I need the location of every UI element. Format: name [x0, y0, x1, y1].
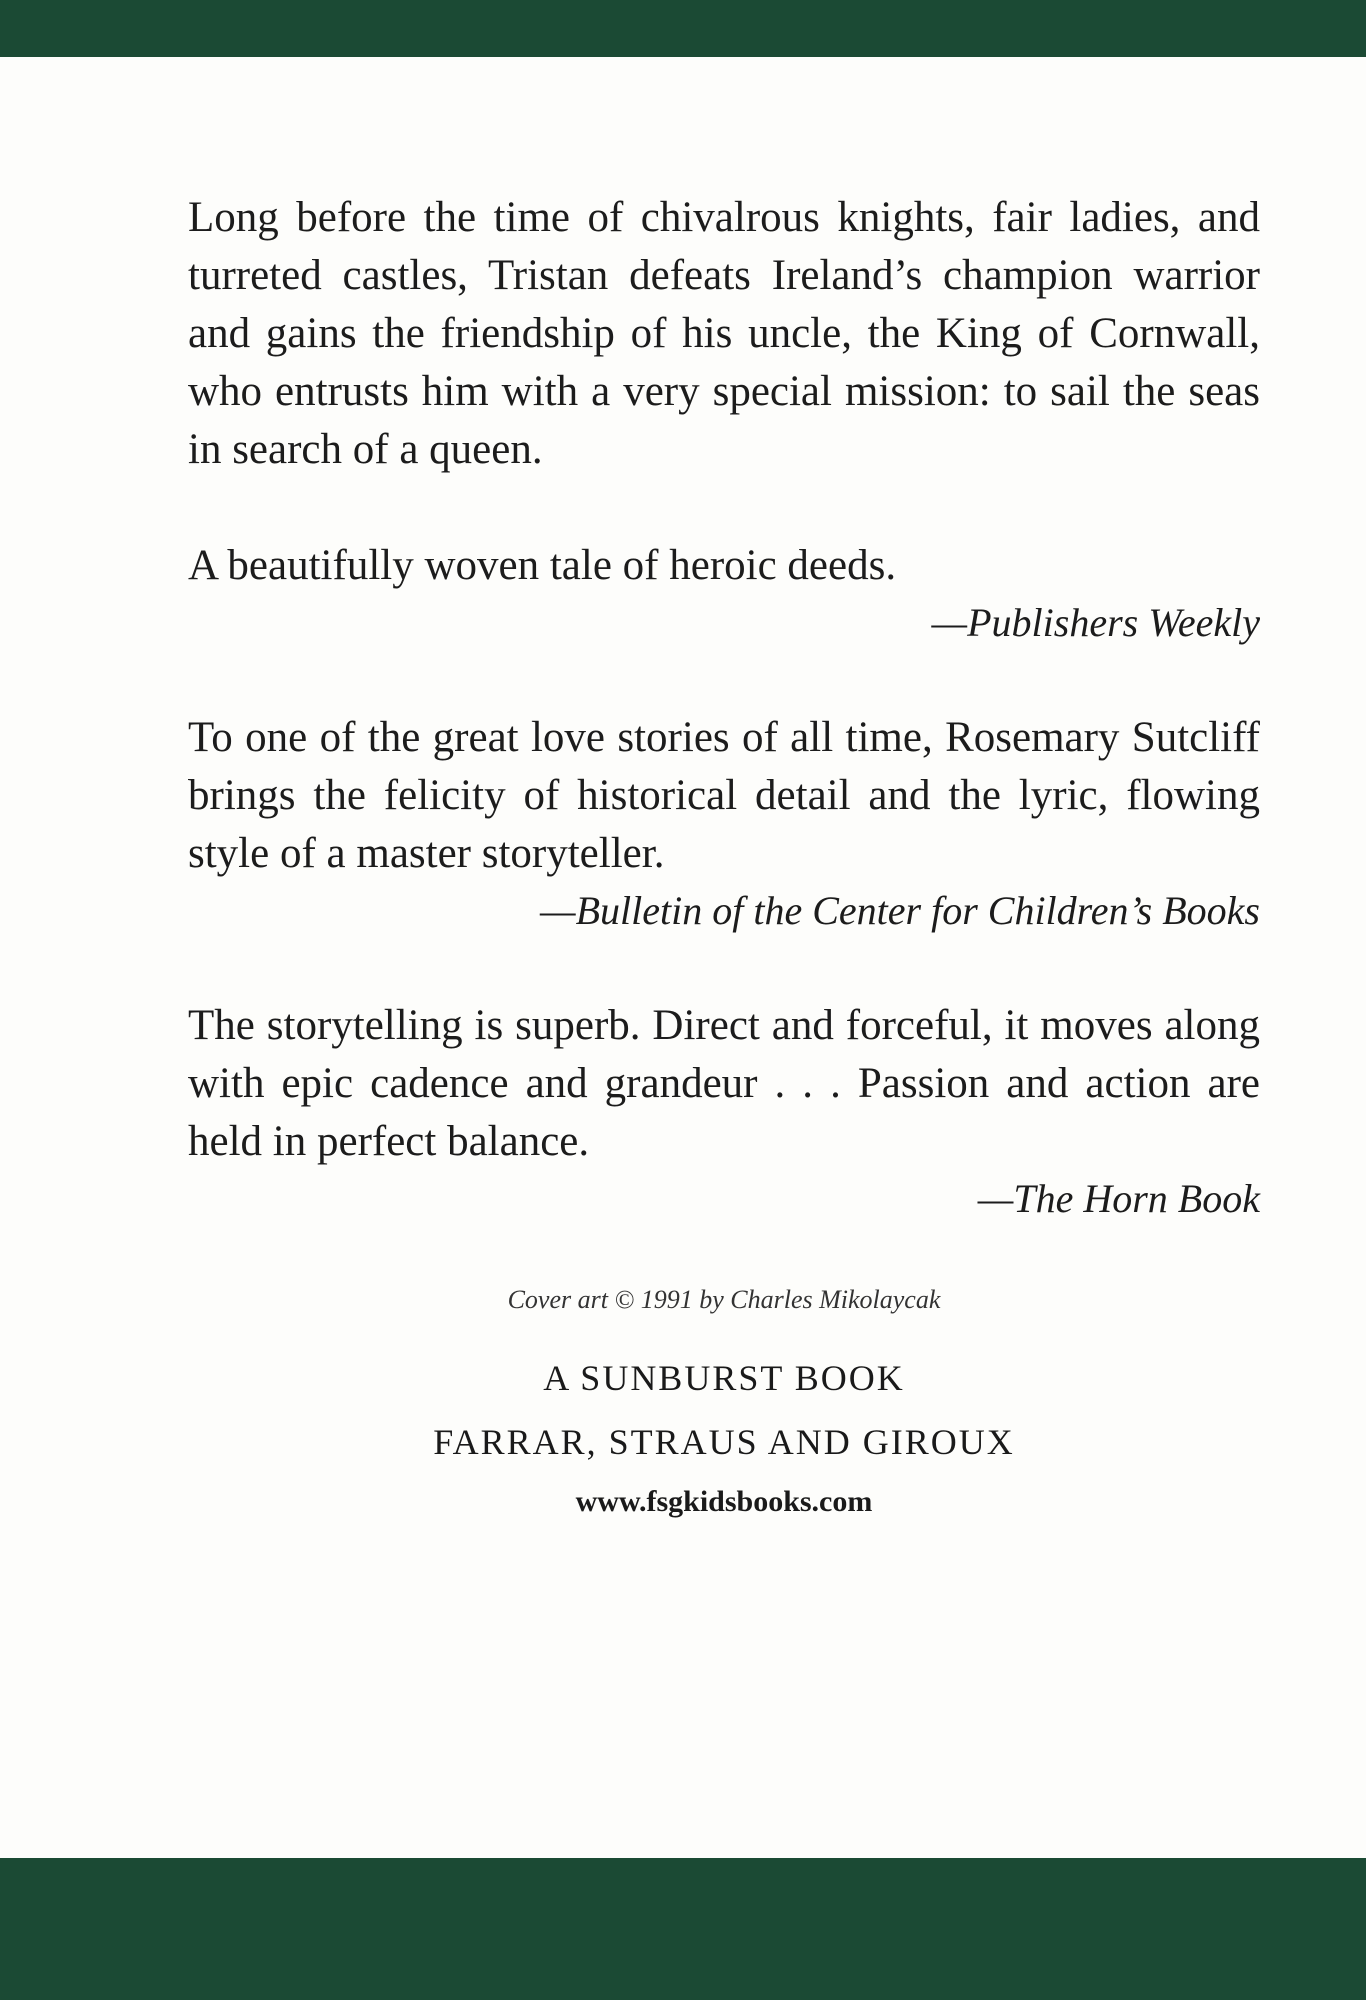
review-quote: To one of the great love stories of all time, Rosemary Sutcliff brings the felicity of historical detail and the lyric, flowing style of a master storyteller. [188, 714, 1260, 877]
back-cover-page [0, 57, 1366, 1858]
review-quote: A beautifully woven tale of heroic deeds. [188, 542, 897, 589]
publisher-name: FARRAR, STRAUS AND GIROUX [433, 1422, 1015, 1462]
review-1 [188, 537, 1260, 651]
cover-art-credit: Cover art © 1991 by Charles Mikolaycak [507, 1285, 941, 1314]
review-source: —The Horn Book [977, 1176, 1260, 1221]
top-border-band [0, 0, 1366, 57]
review-3 [188, 997, 1260, 1227]
imprint-label: A SUNBURST BOOK [543, 1358, 905, 1398]
publisher-website: www.fsgkidsbooks.com [575, 1485, 873, 1518]
blurb-paragraph: Long before the time of chivalrous knights, fair ladies, and turreted castles, Tristan defeats Ireland’s champion warrior and gains the friendship of his uncle, the King of Cornwall, who entrusts him with a very special mission: to sail the seas in search of a queen. [188, 194, 1260, 473]
cover-text-block [188, 189, 1260, 1519]
review-source: —Publishers Weekly [931, 600, 1260, 645]
review-2 [188, 709, 1260, 939]
bottom-border-band [0, 1858, 1366, 2000]
review-source: —Bulletin of the Center for Children’s Books [540, 888, 1260, 933]
review-quote: The storytelling is superb. Direct and forceful, it moves along with epic cadence and grandeur . . . Passion and action are held in perfect balance. [188, 1002, 1260, 1165]
